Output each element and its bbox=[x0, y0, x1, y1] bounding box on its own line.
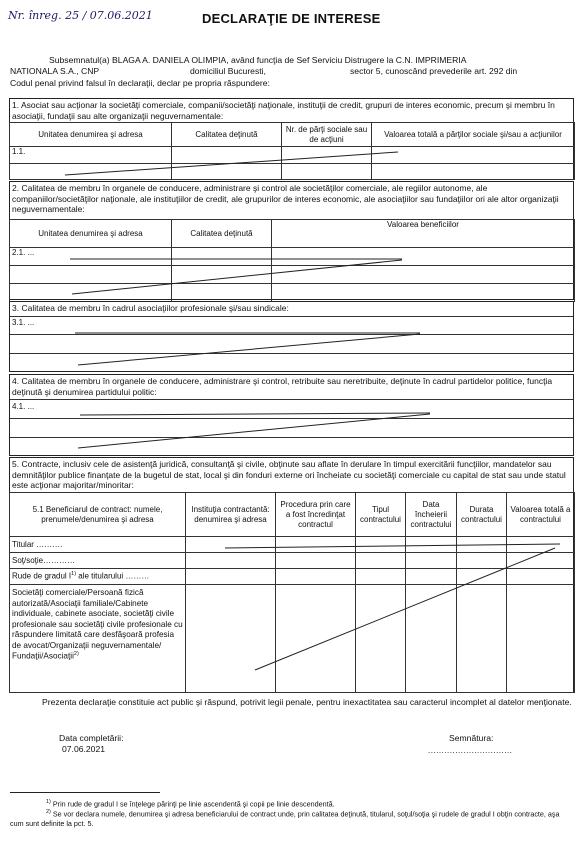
s5-row-companies-footnote-mark: 2) bbox=[73, 651, 79, 657]
intro-line-1: Subsemnatul(a) BLAGA A. DANIELA OLIMPIA, având funcţia de Sef Serviciu Distrugere la C.N. IMPRIMERIA bbox=[49, 55, 467, 65]
s5-col-institution: Instituţia contractantă: denumirea şi adresa bbox=[186, 493, 276, 537]
s2-col-quality: Calitatea deţinută bbox=[172, 220, 272, 248]
section-4-heading: 4. Calitatea de membru în organele de conducere, administrare şi control, retribuite sau neretribuite, deţinute în cadrul partidelor politice, funcţia deţinută şi denumirea partidului politic: bbox=[12, 376, 553, 397]
s5-col-date: Data încheierii contractului bbox=[406, 493, 457, 537]
s1-row-label: 1.1. bbox=[10, 147, 172, 164]
section-3 bbox=[9, 301, 574, 372]
footnote-2-text: Se vor declara numele, denumirea şi adresa beneficiarului de contract unde, prin calitatea deţinută, titularul, soţul/soţia şi rudele de gradul I obţin contracte, aşa cum sunt definite la pct. 5. bbox=[10, 809, 560, 829]
section-4 bbox=[9, 374, 574, 456]
section-5-heading: 5. Contracte, inclusiv cele de asistenţă juridică, consultanţă şi civile, obţinute sau aflate în derulare în timpul exercitării funcţiilor, mandatelor sau demnităţilor publice finanţate de la bugetul de stat, local şi din fonduri externe ori încheiate cu societăţi comerciale cu capital de stat sau unde statul este acţionar majoritar/minoritar: bbox=[12, 459, 566, 491]
signature-label: Semnătura: bbox=[449, 733, 494, 743]
intro-line-3: Codul penal privind falsul în declaraţii, declar pe propria răspundere: bbox=[10, 78, 270, 88]
s2-col-benefits: Valoarea beneficiilor bbox=[272, 220, 575, 248]
footnote-1 bbox=[46, 799, 335, 809]
s5-row-titular: Titular ………. bbox=[10, 537, 186, 553]
intro-line-2b: domiciliul Bucuresti, bbox=[190, 66, 266, 76]
s2-row-label: 2.1. ... bbox=[10, 248, 172, 266]
s5-col-procedure: Procedura prin care a fost încredinţat contractul bbox=[276, 493, 356, 537]
section-5-table bbox=[9, 492, 575, 693]
s5-col-type: Tipul contractului bbox=[356, 493, 406, 537]
footnote-1-text: Prin rude de gradul I se înţelege părinţi pe linie ascendentă şi copii pe linie descendentă. bbox=[52, 799, 335, 809]
footnote-1-mark: 1) bbox=[46, 799, 51, 805]
s5-row-relatives bbox=[10, 569, 186, 585]
s5-col-duration: Durata contractului bbox=[457, 493, 507, 537]
page-title: DECLARAŢIE DE INTERESE bbox=[202, 11, 381, 26]
s5-col-beneficiary: 5.1 Beneficiarul de contract: numele, prenumele/denumirea şi adresa bbox=[10, 493, 186, 537]
date-label: Data completării: bbox=[59, 733, 124, 743]
s1-col-unit: Unitatea denumirea şi adresa bbox=[10, 123, 172, 147]
s1-col-quality: Calitatea deţinută bbox=[172, 123, 282, 147]
date-value: 07.06.2021 bbox=[62, 744, 106, 754]
signature-line: ............................... bbox=[428, 746, 513, 755]
s2-col-unit: Unitatea denumirea şi adresa bbox=[10, 220, 172, 248]
section-1-table bbox=[9, 122, 575, 180]
intro-line-2c: sector 5, cunoscând prevederile art. 292 din bbox=[350, 66, 518, 76]
section-3-heading: 3. Calitatea de membru în cadrul asociaţiilor profesionale şi/sau sindicale: bbox=[12, 303, 289, 313]
s5-col-value: Valoarea totală a contractului bbox=[507, 493, 575, 537]
s1-col-shares: Nr. de părţi sociale sau de acţiuni bbox=[282, 123, 372, 147]
s5-row-companies bbox=[10, 585, 186, 693]
s5-row-relatives-footnote-mark: 1) bbox=[71, 571, 77, 578]
s5-row-companies-label: Societăţi comerciale/Persoană fizică autorizată/Asociaţii familiale/Cabinete individuale, cabinete asociate, societăţi civile profesionale sau societăţi civile profesionale cu răspundere limitată care desfăşoară profesia de avocat/Organizaţii neguvernamentale/ Fundaţii/Asociaţii bbox=[12, 588, 183, 661]
s5-row-spouse: Soţ/soţie………… bbox=[10, 553, 186, 569]
section-2-table bbox=[9, 219, 575, 302]
s5-row-relatives-tail: ale titularului ……… bbox=[76, 571, 150, 581]
s5-row-relatives-label: Rude de gradul I bbox=[12, 571, 72, 581]
s3-row-label: 3.1. ... bbox=[12, 318, 35, 327]
intro-line-2a: NATIONALA S.A., CNP bbox=[10, 66, 100, 76]
section-1-heading: 1. Asociat sau acţionar la societăţi comerciale, companii/societăţi naţionale, instituţii de credit, grupuri de interes economic, precum şi membru în asociaţii, fundaţii sau alte organizaţii neguvernamentale: bbox=[12, 100, 555, 121]
section-5 bbox=[9, 457, 574, 693]
section-1 bbox=[9, 98, 574, 180]
registration-number: Nr. înreg. 25 / 07.06.2021 bbox=[8, 9, 153, 22]
s4-row-label: 4.1. ... bbox=[12, 402, 35, 411]
closing-statement: Prezenta declaraţie constituie act public şi răspund, potrivit legii penale, pentru inexactitatea sau caracterul incomplet al datelor menţionate. bbox=[42, 697, 572, 707]
footnote-divider bbox=[10, 792, 160, 793]
section-2 bbox=[9, 181, 574, 300]
footnote-2-mark: 2) bbox=[46, 809, 51, 815]
footnote-2 bbox=[10, 809, 574, 829]
section-2-heading: 2. Calitatea de membru în organele de conducere, administrare şi control ale societăţilor comerciale, ale regiilor autonome, ale companiilor/societăţilor naţionale, ale instituţiilor de credit, ale grupurilor de interes economic, ale asociaţiilor sau fundaţiilor ori ale altor organizaţii neguvernamentale: bbox=[12, 183, 559, 215]
s1-col-value: Valoarea totală a părţilor sociale şi/sau a acţiunilor bbox=[372, 123, 575, 147]
